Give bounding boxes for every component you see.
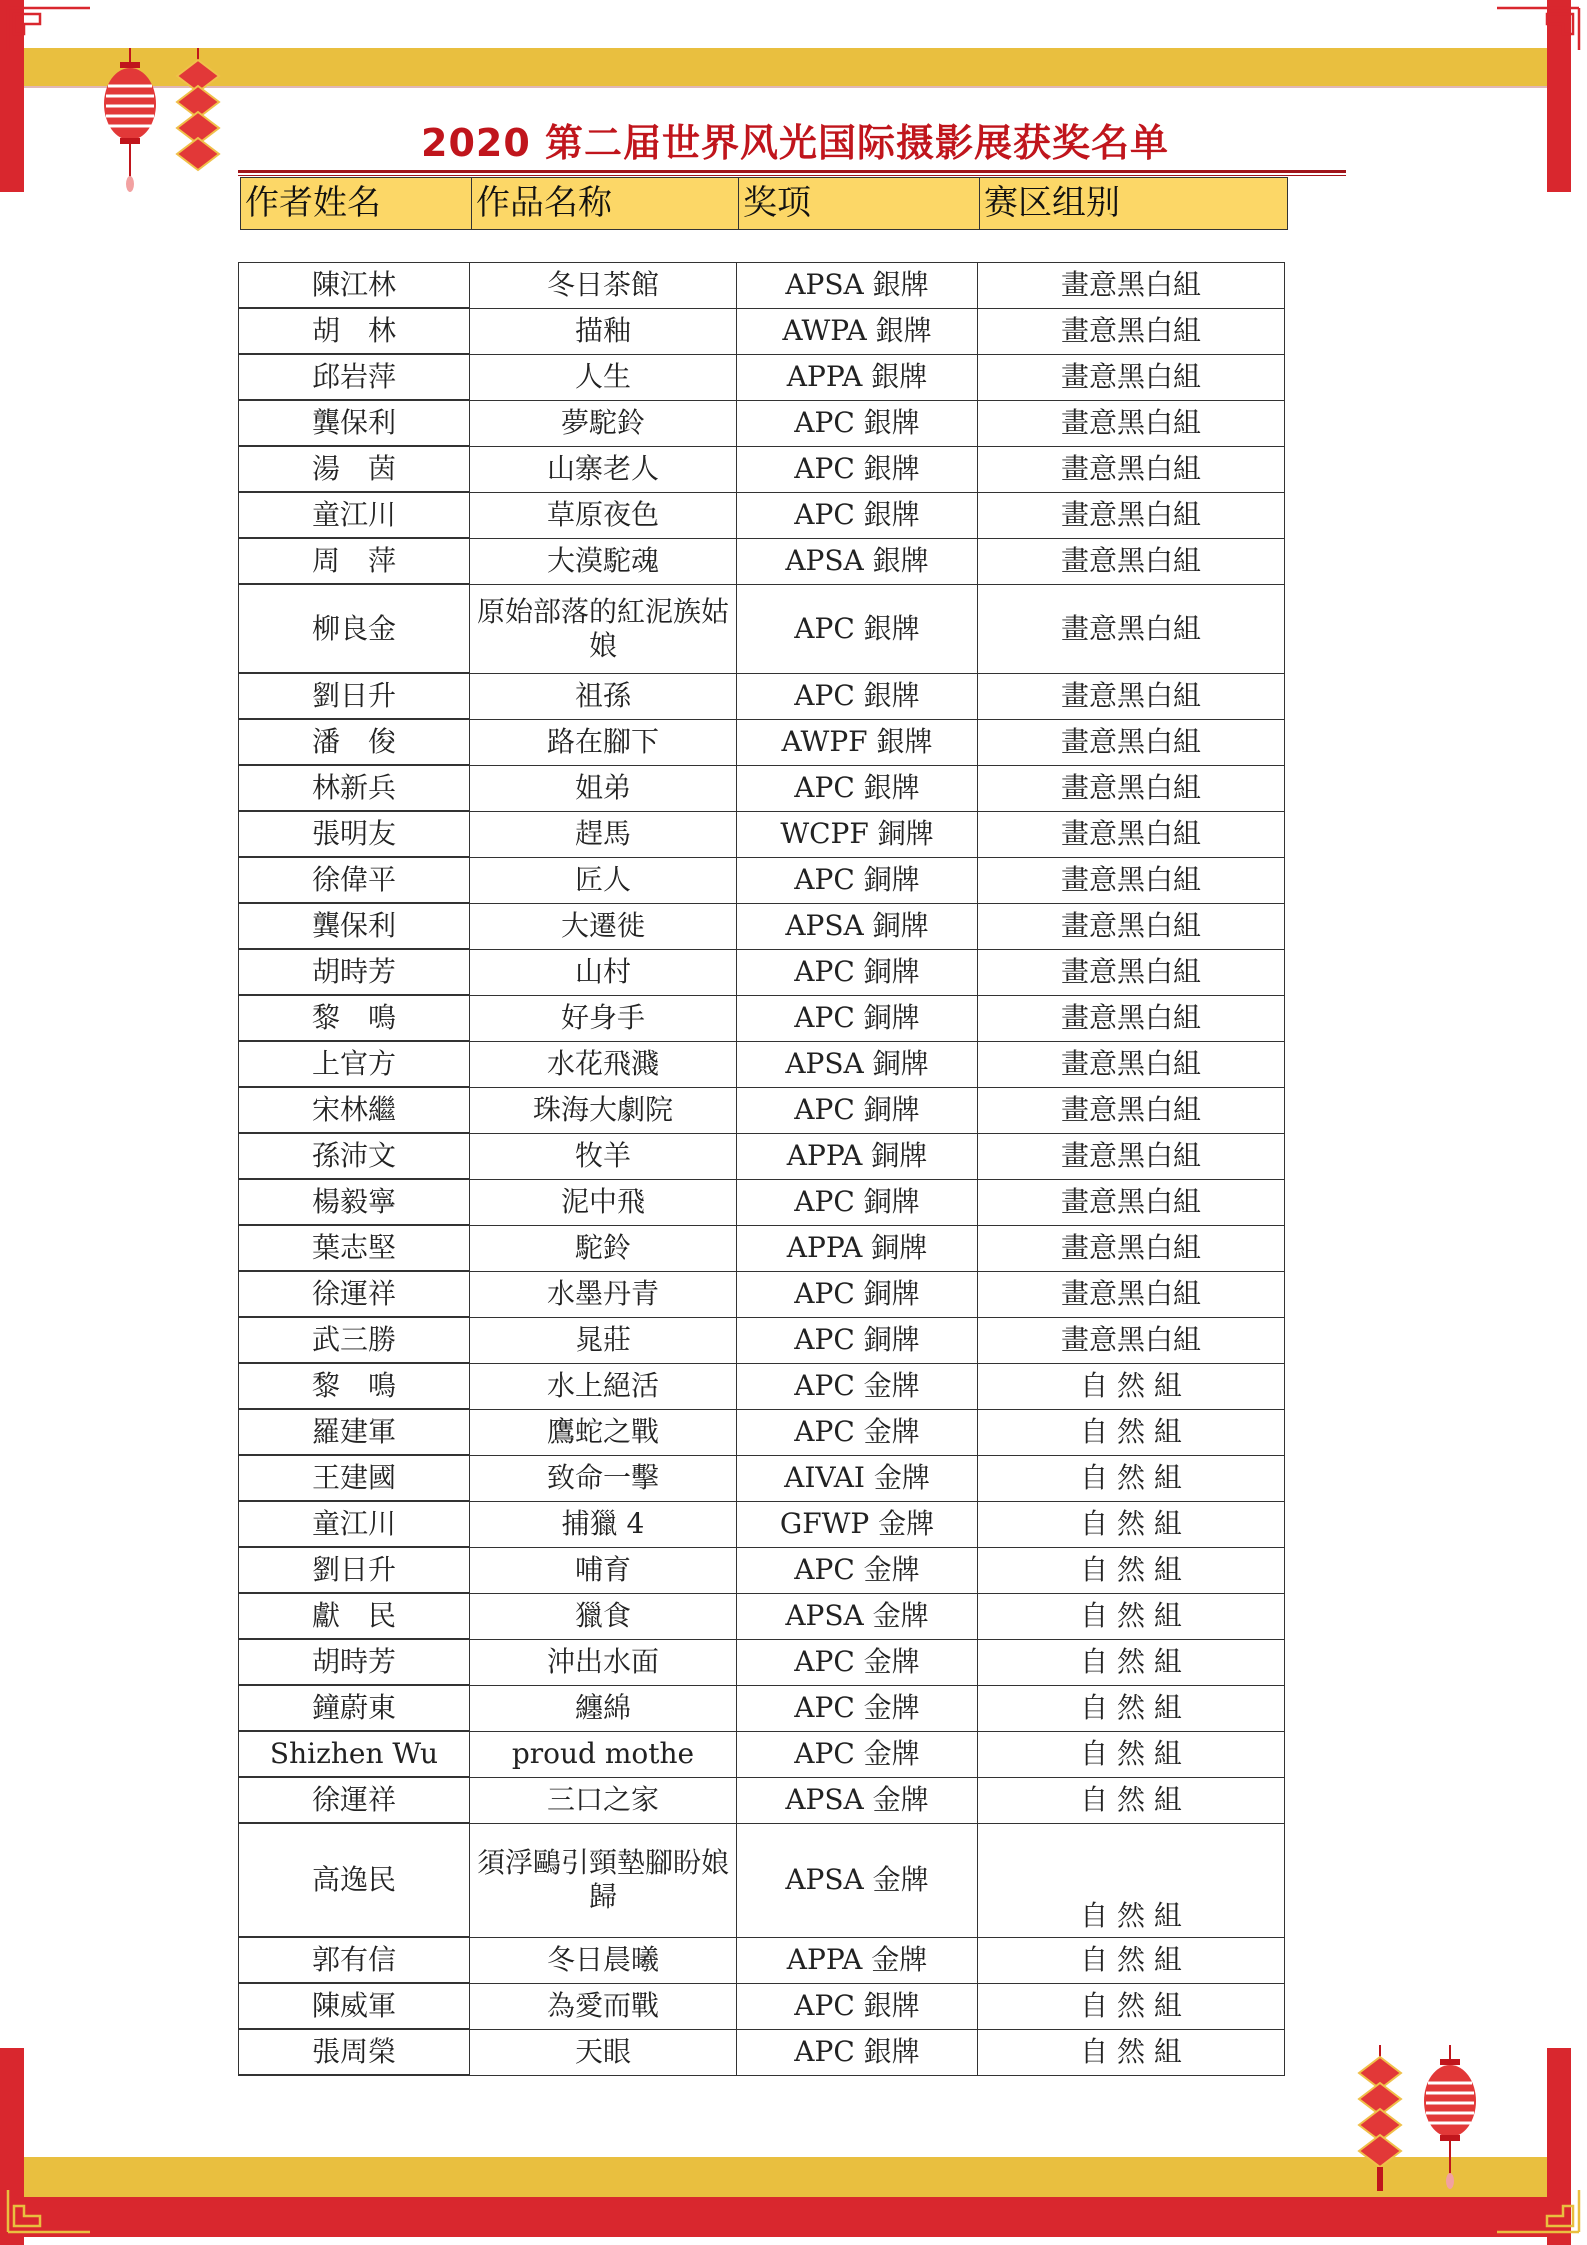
award-cell: APPA 金牌 — [737, 1937, 978, 1983]
author-cell: 徐偉平 — [239, 857, 470, 903]
work-cell: 大遷徙 — [470, 903, 737, 949]
division-cell: 自 然 組 — [978, 1455, 1285, 1501]
author-cell: 鐘蔚東 — [239, 1685, 470, 1731]
table-row — [239, 1041, 1285, 1087]
work-cell: 路在腳下 — [470, 719, 737, 765]
author-cell: 葉志堅 — [239, 1225, 470, 1271]
work-cell: 珠海大劇院 — [470, 1087, 737, 1133]
division-cell: 畫意黑白組 — [978, 263, 1285, 309]
award-cell: APC 銅牌 — [737, 1317, 978, 1363]
firecracker-icon — [1355, 2045, 1405, 2195]
division-cell: 自 然 組 — [978, 1983, 1285, 2029]
work-cell: 晁莊 — [470, 1317, 737, 1363]
division-cell: 自 然 組 — [978, 1777, 1285, 1823]
table-row — [239, 538, 1285, 584]
award-cell: APC 銀牌 — [737, 673, 978, 719]
award-cell: APPA 銀牌 — [737, 354, 978, 400]
work-cell: 祖孫 — [470, 673, 737, 719]
author-cell: Shizhen Wu — [239, 1731, 470, 1777]
author-cell: 陳江林 — [239, 263, 470, 309]
table-row — [239, 1823, 1285, 1937]
author-cell: 黎 鳴 — [239, 995, 470, 1041]
author-cell: 徐運祥 — [239, 1777, 470, 1823]
table-row — [239, 1133, 1285, 1179]
table-row — [239, 446, 1285, 492]
author-cell: 潘 俊 — [239, 719, 470, 765]
header-division: 赛区组别 — [984, 183, 1120, 223]
work-cell: 夢駝鈴 — [470, 400, 737, 446]
work-cell: 冬日晨曦 — [470, 1937, 737, 1983]
work-cell: 山寨老人 — [470, 446, 737, 492]
division-cell: 畫意黑白組 — [978, 584, 1285, 673]
lantern-icon — [1420, 2045, 1480, 2195]
author-cell: 龔保利 — [239, 400, 470, 446]
table-row — [239, 1983, 1285, 2029]
table-row — [239, 1639, 1285, 1685]
award-cell: AWPF 銀牌 — [737, 719, 978, 765]
author-cell: 武三勝 — [239, 1317, 470, 1363]
award-cell: APC 銀牌 — [737, 446, 978, 492]
division-cell: 畫意黑白組 — [978, 765, 1285, 811]
table-row — [239, 1409, 1285, 1455]
award-cell: APC 銀牌 — [737, 1983, 978, 2029]
division-cell: 自 然 組 — [978, 1823, 1285, 1937]
division-cell: 畫意黑白組 — [978, 949, 1285, 995]
author-cell: 孫沛文 — [239, 1133, 470, 1179]
author-cell: 郭有信 — [239, 1937, 470, 1983]
division-cell: 畫意黑白組 — [978, 811, 1285, 857]
table-row — [239, 1593, 1285, 1639]
work-cell: 趕馬 — [470, 811, 737, 857]
table-row — [239, 354, 1285, 400]
frame-bottom-red-band — [0, 2197, 1571, 2237]
author-cell: 徐運祥 — [239, 1271, 470, 1317]
author-cell: 黎 鳴 — [239, 1363, 470, 1409]
division-cell: 畫意黑白組 — [978, 1133, 1285, 1179]
award-cell: APC 銀牌 — [737, 2029, 978, 2075]
author-cell: 柳良金 — [239, 584, 470, 673]
table-row — [239, 1455, 1285, 1501]
award-cell: GFWP 金牌 — [737, 1501, 978, 1547]
table-row — [239, 719, 1285, 765]
award-cell: APSA 銅牌 — [737, 1041, 978, 1087]
header-work: 作品名称 — [472, 178, 739, 229]
author-cell: 高逸民 — [239, 1823, 470, 1937]
work-cell: 水墨丹青 — [470, 1271, 737, 1317]
division-cell: 畫意黑白組 — [978, 903, 1285, 949]
author-cell: 周 萍 — [239, 538, 470, 584]
author-cell: 邱岩萍 — [239, 354, 470, 400]
author-cell: 劉日升 — [239, 1547, 470, 1593]
author-cell: 童江川 — [239, 492, 470, 538]
work-cell: 須浮鷗引頸墊腳盼娘歸 — [470, 1823, 737, 1937]
table-row — [239, 1685, 1285, 1731]
work-cell: 牧羊 — [470, 1133, 737, 1179]
table-row — [239, 811, 1285, 857]
division-cell: 畫意黑白組 — [978, 1317, 1285, 1363]
work-cell: 水上絕活 — [470, 1363, 737, 1409]
work-cell: 沖出水面 — [470, 1639, 737, 1685]
division-cell: 自 然 組 — [978, 1363, 1285, 1409]
award-cell: APSA 金牌 — [737, 1777, 978, 1823]
fret-corner-icon — [1477, 0, 1587, 60]
work-cell: 水花飛濺 — [470, 1041, 737, 1087]
work-cell: 天眼 — [470, 2029, 737, 2075]
frame-bottom-gold-band — [24, 2157, 1547, 2197]
award-cell: APC 銅牌 — [737, 1087, 978, 1133]
fret-corner-icon — [1477, 2180, 1587, 2240]
author-cell: 上官方 — [239, 1041, 470, 1087]
award-cell: APPA 銅牌 — [737, 1133, 978, 1179]
award-cell: APC 銀牌 — [737, 765, 978, 811]
work-cell: 原始部落的紅泥族姑娘 — [470, 584, 737, 673]
division-cell: 畫意黑白組 — [978, 1179, 1285, 1225]
division-cell: 畫意黑白組 — [978, 1041, 1285, 1087]
firecracker-icon — [173, 48, 223, 178]
award-cell: APC 銅牌 — [737, 1179, 978, 1225]
work-cell: 駝鈴 — [470, 1225, 737, 1271]
work-cell: 鷹蛇之戰 — [470, 1409, 737, 1455]
title-rule — [238, 170, 1346, 173]
division-cell: 畫意黑白組 — [978, 354, 1285, 400]
lantern-icon — [100, 48, 160, 198]
author-cell: 龔保利 — [239, 903, 470, 949]
division-cell: 畫意黑白組 — [978, 1087, 1285, 1133]
work-cell: 獵食 — [470, 1593, 737, 1639]
work-cell: 草原夜色 — [470, 492, 737, 538]
author-cell: 張明友 — [239, 811, 470, 857]
work-cell: 姐弟 — [470, 765, 737, 811]
fret-corner-icon — [0, 2180, 110, 2240]
division-cell: 自 然 組 — [978, 1639, 1285, 1685]
work-cell: 三口之家 — [470, 1777, 737, 1823]
author-cell: 湯 茵 — [239, 446, 470, 492]
award-cell: APC 銅牌 — [737, 949, 978, 995]
award-cell: WCPF 銅牌 — [737, 811, 978, 857]
division-cell: 自 然 組 — [978, 1409, 1285, 1455]
work-cell: 冬日茶館 — [470, 263, 737, 309]
division-cell: 自 然 組 — [978, 1731, 1285, 1777]
header-award: 奖项 — [739, 178, 980, 229]
author-cell: 羅建軍 — [239, 1409, 470, 1455]
author-cell: 王建國 — [239, 1455, 470, 1501]
award-cell: APSA 金牌 — [737, 1593, 978, 1639]
work-cell: 致命一擊 — [470, 1455, 737, 1501]
table-row — [239, 1777, 1285, 1823]
award-cell: APSA 銅牌 — [737, 903, 978, 949]
award-cell: APC 銅牌 — [737, 1271, 978, 1317]
work-cell: 好身手 — [470, 995, 737, 1041]
author-cell: 林新兵 — [239, 765, 470, 811]
division-cell: 畫意黑白組 — [978, 492, 1285, 538]
award-cell: AWPA 銀牌 — [737, 308, 978, 354]
author-cell: 胡時芳 — [239, 949, 470, 995]
award-cell: APC 銅牌 — [737, 995, 978, 1041]
award-cell: APSA 金牌 — [737, 1823, 978, 1937]
table-row — [239, 1087, 1285, 1133]
award-cell: APC 銀牌 — [737, 492, 978, 538]
table-row — [239, 1271, 1285, 1317]
award-cell: APC 銀牌 — [737, 400, 978, 446]
author-cell: 獻 民 — [239, 1593, 470, 1639]
work-cell: proud mothe — [470, 1731, 737, 1777]
division-cell: 畫意黑白組 — [978, 995, 1285, 1041]
work-cell: 大漠駝魂 — [470, 538, 737, 584]
frame-top-rule — [24, 86, 1547, 88]
work-cell: 哺育 — [470, 1547, 737, 1593]
awards-table — [238, 262, 1285, 2076]
table-row — [239, 949, 1285, 995]
table-header — [240, 177, 1288, 230]
division-cell: 自 然 組 — [978, 1593, 1285, 1639]
table-row — [239, 1317, 1285, 1363]
author-cell: 宋林繼 — [239, 1087, 470, 1133]
division-cell: 自 然 組 — [978, 1501, 1285, 1547]
division-cell: 自 然 組 — [978, 1937, 1285, 1983]
work-cell: 人生 — [470, 354, 737, 400]
author-cell: 張周榮 — [239, 2029, 470, 2075]
author-cell: 童江川 — [239, 1501, 470, 1547]
table-row — [239, 1363, 1285, 1409]
division-cell: 畫意黑白組 — [978, 446, 1285, 492]
award-cell: APC 金牌 — [737, 1731, 978, 1777]
award-cell: APC 金牌 — [737, 1639, 978, 1685]
table-row — [239, 1179, 1285, 1225]
frame-top-gold-band — [24, 48, 1547, 86]
fret-corner-icon — [0, 0, 110, 60]
division-cell: 畫意黑白組 — [978, 719, 1285, 765]
author-cell: 楊毅寧 — [239, 1179, 470, 1225]
table-row — [239, 492, 1285, 538]
award-cell: APC 金牌 — [737, 1547, 978, 1593]
table-row — [239, 903, 1285, 949]
work-cell: 描釉 — [470, 308, 737, 354]
author-cell: 陳威軍 — [239, 1983, 470, 2029]
table-row — [239, 1225, 1285, 1271]
award-cell: APSA 銀牌 — [737, 538, 978, 584]
division-cell: 畫意黑白組 — [978, 308, 1285, 354]
table-row — [239, 673, 1285, 719]
award-cell: APSA 銀牌 — [737, 263, 978, 309]
division-cell: 畫意黑白組 — [978, 538, 1285, 584]
award-cell: APC 銀牌 — [737, 584, 978, 673]
table-row — [239, 263, 1285, 309]
table-row — [239, 765, 1285, 811]
division-cell: 畫意黑白組 — [978, 1225, 1285, 1271]
table-row — [239, 995, 1285, 1041]
award-cell: APC 金牌 — [737, 1685, 978, 1731]
table-row — [239, 1547, 1285, 1593]
table-row — [239, 857, 1285, 903]
division-cell: 畫意黑白組 — [978, 857, 1285, 903]
table-row — [239, 1731, 1285, 1777]
work-cell: 捕獵 4 — [470, 1501, 737, 1547]
work-cell: 匠人 — [470, 857, 737, 903]
work-cell: 纏綿 — [470, 1685, 737, 1731]
author-cell: 胡 林 — [239, 308, 470, 354]
division-cell: 自 然 組 — [978, 1547, 1285, 1593]
award-cell: APC 銅牌 — [737, 857, 978, 903]
division-cell: 自 然 組 — [978, 2029, 1285, 2075]
award-cell: APC 金牌 — [737, 1409, 978, 1455]
division-cell: 畫意黑白組 — [978, 400, 1285, 446]
award-cell: AIVAI 金牌 — [737, 1455, 978, 1501]
author-cell: 劉日升 — [239, 673, 470, 719]
author-cell: 胡時芳 — [239, 1639, 470, 1685]
division-cell: 畫意黑白組 — [978, 1271, 1285, 1317]
table-row — [239, 2029, 1285, 2075]
table-row — [239, 400, 1285, 446]
work-cell: 泥中飛 — [470, 1179, 737, 1225]
division-cell: 畫意黑白組 — [978, 673, 1285, 719]
table-row — [239, 1501, 1285, 1547]
page-title: 2020 第二届世界风光国际摄影展获奖名单 — [421, 121, 1169, 165]
work-cell: 山村 — [470, 949, 737, 995]
table-row — [239, 308, 1285, 354]
title-rule-thin — [238, 175, 1346, 176]
work-cell: 為愛而戰 — [470, 1983, 737, 2029]
award-cell: APC 金牌 — [737, 1363, 978, 1409]
header-author: 作者姓名 — [241, 178, 472, 229]
table-row — [239, 584, 1285, 673]
award-cell: APPA 銅牌 — [737, 1225, 978, 1271]
table-row — [239, 1937, 1285, 1983]
division-cell: 自 然 組 — [978, 1685, 1285, 1731]
